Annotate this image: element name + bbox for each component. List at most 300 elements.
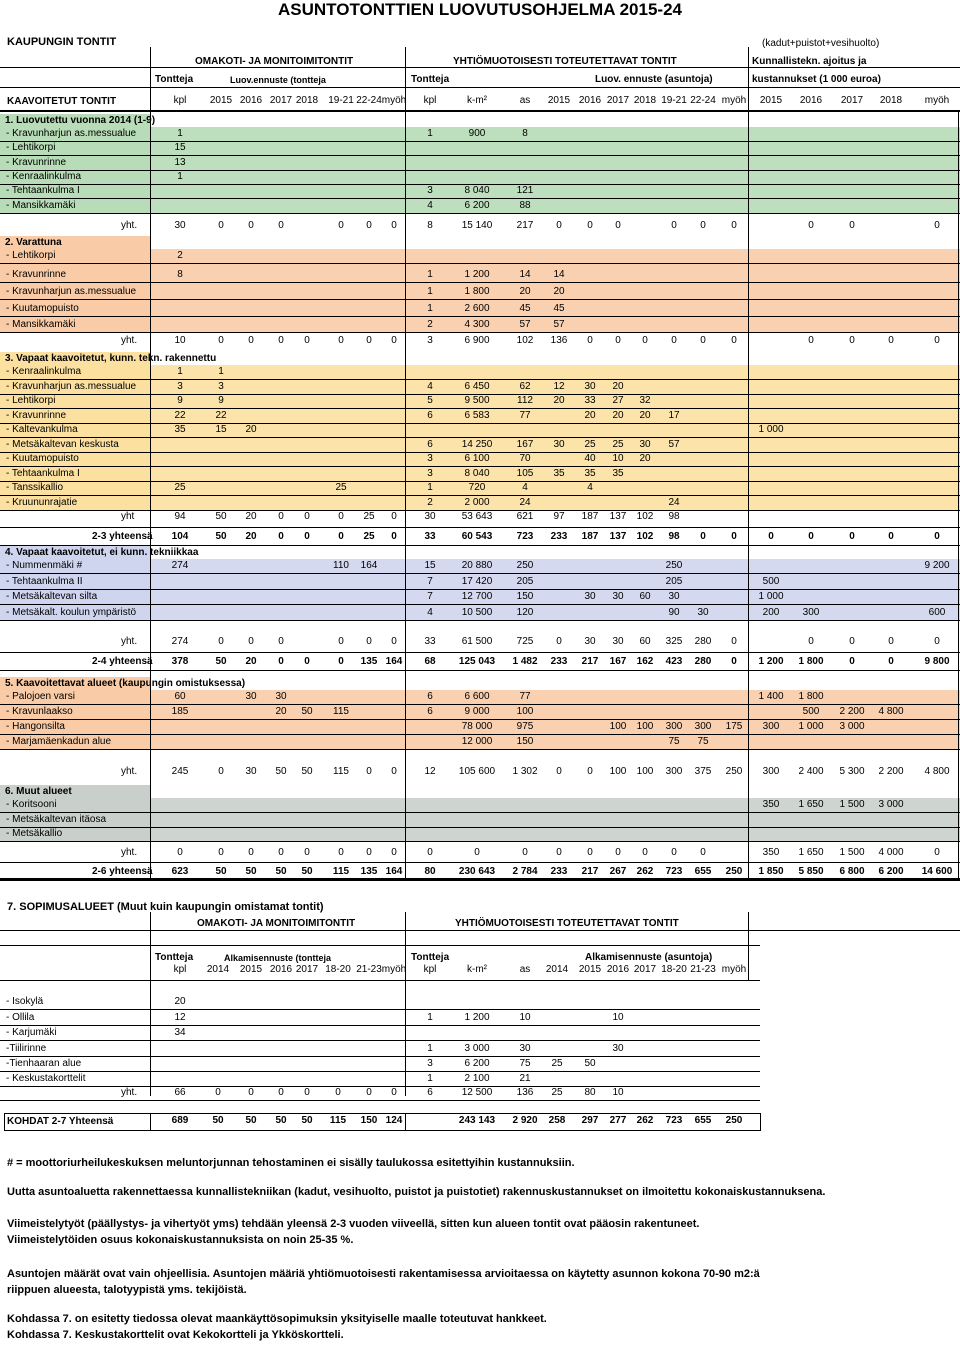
grand-total-label: KOHDAT 2-7 Yhteensä <box>7 1116 114 1127</box>
cell-value: 3 <box>427 185 433 197</box>
cell-value: 0 <box>338 656 344 667</box>
row-label: - Kuutamopuisto <box>6 453 79 464</box>
cell-value: 90 <box>668 606 680 618</box>
grid-line <box>0 1086 760 1087</box>
row-label: - Metsäkaltevan itäosa <box>6 813 107 825</box>
cell-value: myöh <box>721 964 747 975</box>
cell-value: 3 000 <box>839 721 865 732</box>
cell-value: 1 500 <box>839 799 865 810</box>
cell-value: 0 <box>849 220 855 231</box>
cell-value: 600 <box>928 606 946 618</box>
cell-value: 187 <box>581 511 599 522</box>
cell-value: as <box>519 95 531 106</box>
footnote: # = moottoriurheilukeskuksen meluntorjunnan tehostaminen ei sisälly taulukossa esitettyihin kustannuksiin. <box>7 1157 575 1169</box>
cell-value: 233 <box>550 866 568 877</box>
grid-line <box>0 620 960 621</box>
grid-line <box>0 110 960 112</box>
cell-value: 723 <box>516 531 534 542</box>
cell-value: 57 <box>553 319 565 330</box>
cell-value: 8 040 <box>464 467 490 479</box>
grid-line <box>0 1056 760 1057</box>
grid-line <box>0 749 960 750</box>
cell-value: 262 <box>636 866 654 877</box>
cell-value: 1 000 <box>758 424 784 435</box>
yhtiomuotoisesti-header: YHTIÖMUOTOISESTI TOTEUTETTAVAT TONTIT <box>453 56 677 67</box>
cell-value: 0 <box>304 511 310 522</box>
row-label: - Tanssikallio <box>6 482 64 493</box>
cell-value: 25 <box>335 482 347 493</box>
cell-value: 0 <box>366 220 372 231</box>
cell-value: 233 <box>550 531 568 542</box>
cell-value: kpl <box>173 95 187 106</box>
cell-value: 2015 <box>578 964 602 975</box>
cell-value: 1 000 <box>758 591 784 602</box>
cell-value: 3 <box>177 380 183 392</box>
footnote: Asuntojen määrät ovat vain ohjeellisia. Asuntojen määriä yhtiömuotoisesti rakentamisessa arvioitaessa on käytetty asunnon kokona 70-90 m2:ä <box>7 1268 760 1280</box>
cell-value: 120 <box>516 606 534 618</box>
cell-value: 4 <box>427 606 433 618</box>
cell-value: 78 000 <box>461 721 493 732</box>
cell-value: 75 <box>697 736 709 747</box>
cell-value: 655 <box>694 866 712 877</box>
cell-value: 0 <box>278 335 284 346</box>
cell-value: 4 800 <box>878 706 904 717</box>
total-label: yht. <box>121 636 138 647</box>
cell-value: 6 600 <box>464 691 490 702</box>
cell-value: 4 000 <box>878 847 904 858</box>
cell-value: 20 <box>275 706 287 717</box>
cell-value: 0 <box>338 636 344 647</box>
cell-value: 9 800 <box>924 656 950 667</box>
cell-value: 80 <box>584 1087 596 1098</box>
row-label: - Kruununrajatie <box>6 496 78 508</box>
cell-value: 125 043 <box>458 656 496 667</box>
cell-value: 6 <box>427 706 433 717</box>
cell-value: 6 450 <box>464 380 490 392</box>
cell-value: 115 <box>329 1115 347 1126</box>
cell-value: 164 <box>385 866 403 877</box>
cell-value: 50 <box>275 766 287 777</box>
cell-value: 27 <box>612 395 624 406</box>
cell-value: 19-21 <box>328 95 354 106</box>
cell-value: 50 <box>301 1115 313 1126</box>
row-label: - Lehtikorpi <box>6 142 56 154</box>
cell-value: 45 <box>553 303 565 314</box>
cell-value: 20 <box>519 286 531 297</box>
cell-value: 150 <box>360 1115 378 1126</box>
cell-value: 1 800 <box>464 286 490 297</box>
luov-ennuste-header-1: Luov.ennuste (tontteja <box>230 75 326 85</box>
grid-line <box>748 110 749 880</box>
cell-value: 100 <box>609 721 627 732</box>
cell-value: 250 <box>725 766 743 777</box>
grid-line <box>0 880 960 881</box>
cell-value: 0 <box>556 766 562 777</box>
cell-value: 10 <box>174 335 186 346</box>
cell-value: 0 <box>731 656 737 667</box>
grid-line <box>0 1025 760 1026</box>
grid-line <box>0 1009 760 1010</box>
cell-value: 105 600 <box>458 766 496 777</box>
cell-value: 15 140 <box>461 220 493 231</box>
row-label: - Nummenmäki # <box>6 560 83 571</box>
subtotal-label: 2-4 yhteensä <box>92 656 153 667</box>
cell-value: 0 <box>474 847 480 858</box>
s7-row-label: - Ollila <box>6 1012 35 1023</box>
cell-value: 88 <box>519 199 531 211</box>
cell-value: 723 <box>665 866 683 877</box>
cell-value: 98 <box>668 511 680 522</box>
cell-value: 280 <box>694 656 712 667</box>
cell-value: 0 <box>304 656 310 667</box>
cell-value: 167 <box>516 438 534 450</box>
cell-value: 277 <box>609 1115 627 1126</box>
cell-value: 0 <box>338 335 344 346</box>
cell-value: 0 <box>391 766 397 777</box>
row-label: - Metsäkaltevan keskusta <box>6 438 119 450</box>
grid-line <box>0 812 960 813</box>
s7-row-label: - Keskustakorttelit <box>6 1073 86 1084</box>
grid-line <box>0 1100 760 1101</box>
cell-value: 2 200 <box>839 706 865 717</box>
cell-value: 2016 <box>269 964 293 975</box>
cell-value: 0 <box>218 220 224 231</box>
grid-line <box>405 47 406 110</box>
cell-value: 0 <box>934 335 940 346</box>
cell-value: 185 <box>171 706 189 717</box>
cell-value: 0 <box>427 847 433 858</box>
cell-value: 97 <box>553 511 565 522</box>
cell-value: 100 <box>609 766 627 777</box>
cell-value: 0 <box>391 636 397 647</box>
cell-value: 0 <box>888 656 894 667</box>
cell-value: 77 <box>519 691 531 702</box>
cell-value: 4 <box>427 380 433 392</box>
grid-line <box>405 1113 406 1130</box>
cell-value: 35 <box>174 424 186 435</box>
cell-value: 689 <box>171 1115 189 1126</box>
cell-value: 200 <box>762 606 780 618</box>
cell-value: 0 <box>934 531 940 542</box>
luov-ennuste-header-2: Luov. ennuste (asuntoja) <box>595 74 713 85</box>
kaupungin-tontit-label: KAUPUNGIN TONTIT <box>7 36 117 48</box>
subtotal-label: 2-6 yhteensä <box>92 866 153 877</box>
row-label: - Mansikkamäki <box>6 319 76 330</box>
cell-value: 0 <box>556 220 562 231</box>
grid-line <box>150 110 151 880</box>
total-label: yht. <box>121 847 138 858</box>
cell-value: 0 <box>177 847 183 858</box>
cell-value: 0 <box>278 220 284 231</box>
cell-value: 2014 <box>206 964 230 975</box>
cell-value: 35 <box>553 467 565 479</box>
cell-value: 0 <box>248 847 254 858</box>
cell-value: 100 <box>636 766 654 777</box>
grid-line <box>150 912 151 1096</box>
row-label: - Kravunrinne <box>6 409 67 421</box>
cell-value: 175 <box>725 721 743 732</box>
cell-value: 50 <box>275 1115 287 1126</box>
cell-value: 0 <box>671 220 677 231</box>
cell-value: 0 <box>278 1087 284 1098</box>
cell-value: 25 <box>584 438 596 450</box>
cell-value: 6 <box>427 691 433 702</box>
total-label: yht <box>121 511 135 522</box>
cell-value: 30 <box>584 636 596 647</box>
s7-yhtio: YHTIÖMUOTOISESTI TOTEUTETTAVAT TONTIT <box>455 918 679 929</box>
cell-value: 10 500 <box>461 606 493 618</box>
cell-value: kpl <box>423 964 437 975</box>
row-label: - Kenraalinkulma <box>6 170 82 182</box>
cell-value: 167 <box>609 656 627 667</box>
row-label: - Lehtikorpi <box>6 395 56 406</box>
grid-line <box>0 670 960 671</box>
cell-value: 9 200 <box>924 560 950 571</box>
row-label: - Kravunlaakso <box>6 706 73 717</box>
cell-value: 6 <box>427 1087 433 1098</box>
cell-value: 2016 <box>606 964 630 975</box>
cell-value: 20 <box>245 656 257 667</box>
cell-value: 655 <box>694 1115 712 1126</box>
grid-line <box>0 945 760 946</box>
grid-line <box>0 652 960 653</box>
grid-line <box>0 980 760 981</box>
cell-value: 2 600 <box>464 303 490 314</box>
cell-value: 22-24 <box>690 95 716 106</box>
grid-line <box>748 912 749 980</box>
cell-value: 0 <box>218 636 224 647</box>
cell-value: 2017 <box>295 964 319 975</box>
grid-line <box>0 263 960 264</box>
cell-value: 0 <box>587 847 593 858</box>
cell-value: 0 <box>849 531 855 542</box>
cell-value: 25 <box>363 511 375 522</box>
cell-value: 2015 <box>547 95 571 106</box>
cell-value: 1 650 <box>798 847 824 858</box>
tontteja-header-2: Tontteja <box>411 74 450 85</box>
cell-value: 50 <box>212 1115 224 1126</box>
cell-value: 0 <box>278 636 284 647</box>
cell-value: 137 <box>609 531 627 542</box>
cell-value: 378 <box>171 656 189 667</box>
cell-value: 20 <box>553 286 565 297</box>
cell-value: 975 <box>516 721 534 732</box>
cell-value: 0 <box>366 847 372 858</box>
cell-value: 0 <box>391 220 397 231</box>
cell-value: 61 500 <box>461 636 493 647</box>
row-label: - Metsäkalt. koulun ympäristö <box>6 606 137 618</box>
section-band <box>150 249 748 332</box>
cell-value: 135 <box>360 656 378 667</box>
kustannukset-header: kustannukset (1 000 euroa) <box>752 74 881 85</box>
cell-value: 0 <box>615 847 621 858</box>
cell-value: 2 000 <box>464 496 490 508</box>
cell-value: 25 <box>174 482 186 493</box>
cell-value: 217 <box>516 220 534 231</box>
cell-value: 1 <box>427 286 433 297</box>
cell-value: 2 784 <box>512 866 538 877</box>
cell-value: 7 <box>427 575 433 587</box>
s7-alk-1: Alkamisennuste (tontteja <box>224 953 332 963</box>
cell-value: 267 <box>609 866 627 877</box>
cell-value: 2017 <box>633 964 657 975</box>
cell-value: 2017 <box>606 95 630 106</box>
row-label: - Kravunrinne <box>6 269 67 280</box>
cell-value: 1 <box>218 366 224 377</box>
cell-value: 4 <box>587 482 593 493</box>
row-label: - Metsäkaltevan silta <box>6 591 98 602</box>
cell-value: 6 900 <box>464 335 490 346</box>
cell-value: 33 <box>584 395 596 406</box>
cell-value: 7 <box>427 591 433 602</box>
cell-value: 4 300 <box>464 319 490 330</box>
cell-value: 0 <box>366 1087 372 1098</box>
cell-value: 70 <box>519 453 531 464</box>
cell-value: 300 <box>802 606 820 618</box>
cell-value: kpl <box>423 95 437 106</box>
cell-value: 6 200 <box>878 866 904 877</box>
cell-value: 150 <box>516 736 534 747</box>
cell-value: 3 <box>427 335 433 346</box>
cell-value: 250 <box>665 560 683 571</box>
cell-value: 0 <box>556 847 562 858</box>
cell-value: 9 <box>177 395 183 406</box>
cell-value: 2016 <box>578 95 602 106</box>
grid-line <box>0 827 960 828</box>
cell-value: 4 800 <box>924 766 950 777</box>
grid-line <box>0 67 960 68</box>
cell-value: 0 <box>556 636 562 647</box>
cell-value: 66 <box>174 1087 186 1098</box>
row-label: - Kravunrinne <box>6 156 67 168</box>
cell-value: 325 <box>665 636 683 647</box>
row-label: - Palojoen varsi <box>6 691 75 702</box>
grid-line <box>405 912 406 1096</box>
cell-value: 30 <box>245 766 257 777</box>
cell-value: 1 <box>427 128 433 139</box>
cell-value: 34 <box>174 1027 186 1038</box>
section-title: 2. Varattuna <box>5 237 62 248</box>
cell-value: 250 <box>725 866 743 877</box>
cell-value: 25 <box>551 1087 563 1098</box>
cell-value: 0 <box>366 636 372 647</box>
cell-value: 0 <box>304 1087 310 1098</box>
cell-value: 9 <box>218 395 224 406</box>
grid-line <box>150 1113 151 1130</box>
cell-value: 94 <box>174 511 186 522</box>
cell-value: 24 <box>668 496 680 508</box>
cell-value: 0 <box>888 636 894 647</box>
row-label: - Kenraalinkulma <box>6 366 82 377</box>
cell-value: 4 <box>522 482 528 493</box>
footnote: Kohdassa 7. Keskustakorttelit ovat Kekokortteli ja Ykköskortteli. <box>7 1329 344 1341</box>
cell-value: 1 <box>427 269 433 280</box>
cell-value: 30 <box>697 606 709 618</box>
cell-value: 100 <box>516 706 534 717</box>
cell-value: 2 <box>177 250 183 261</box>
cell-value: 104 <box>171 531 189 542</box>
cell-value: 621 <box>516 511 534 522</box>
footnote: Uutta asuntoaluetta rakennettaessa kunnallistekniikan (kadut, vesihuolto, puistot ja puistotiet) rakennuskustannukset on ilmoitettu kokonaiskustannuksena. <box>7 1186 826 1198</box>
cell-value: 50 <box>301 866 313 877</box>
cell-value: 217 <box>581 656 599 667</box>
cell-value: 12 <box>553 380 565 392</box>
cell-value: 0 <box>391 335 397 346</box>
cell-value: 205 <box>665 575 683 587</box>
cell-value: 25 <box>363 531 375 542</box>
cell-value: 6 800 <box>839 866 865 877</box>
row-label: - Kravunharjun as.messualue <box>6 128 137 139</box>
row-label: - Kaltevankulma <box>6 424 78 435</box>
cell-value: 0 <box>700 847 706 858</box>
cell-value: 1 <box>427 482 433 493</box>
cell-value: 17 420 <box>461 575 493 587</box>
cell-value: 98 <box>668 531 680 542</box>
cell-value: 60 <box>639 636 651 647</box>
cell-value: 0 <box>366 335 372 346</box>
cell-value: 80 <box>424 866 436 877</box>
section-title: 3. Vapaat kaavoitetut, kunn. tekn. rakennettu <box>5 353 217 364</box>
cell-value: 30 <box>584 380 596 392</box>
cell-value: 53 643 <box>461 511 493 522</box>
cell-value: 40 <box>584 453 596 464</box>
cell-value: 19-21 <box>661 95 687 106</box>
cell-value: 375 <box>694 766 712 777</box>
total-label: yht. <box>121 220 138 231</box>
grid-line <box>0 87 960 88</box>
omakoti-header: OMAKOTI- JA MONITOIMITONTIT <box>195 56 354 67</box>
cell-value: 30 <box>245 691 257 702</box>
grid-line <box>0 423 960 424</box>
cell-value: 3 000 <box>878 799 904 810</box>
cell-value: 8 <box>427 220 433 231</box>
cell-value: 32 <box>639 395 651 406</box>
s7-title: 7. SOPIMUSALUEET (Muut kuin kaupungin omistamat tontit) <box>7 901 324 913</box>
cell-value: 62 <box>519 380 531 392</box>
cell-value: 0 <box>218 335 224 346</box>
s7-omakoti: OMAKOTI- JA MONITOIMITONTIT <box>197 918 356 929</box>
cell-value: 0 <box>731 335 737 346</box>
cell-value: 9 500 <box>464 395 490 406</box>
grid-line <box>0 878 960 880</box>
cell-value: 187 <box>581 531 599 542</box>
cell-value: kpl <box>173 964 187 975</box>
cell-value: 0 <box>808 636 814 647</box>
row-label: - Tehtaankulma I <box>6 185 80 197</box>
cell-value: 60 543 <box>461 531 493 542</box>
cell-value: 35 <box>584 467 596 479</box>
cell-value: 1 200 <box>464 269 490 280</box>
kunnallistekn-note: (kadut+puistot+vesihuolto) <box>762 38 880 49</box>
grid-line <box>0 841 960 842</box>
grid-line <box>0 282 960 283</box>
cell-value: 0 <box>808 335 814 346</box>
grid-line <box>0 299 960 300</box>
cell-value: 20 <box>639 453 651 464</box>
s7-alk-2: Alkamisennuste (asuntoja) <box>585 952 713 963</box>
row-label: - Kuutamopuisto <box>6 303 79 314</box>
section-title: 5. Kaavoitettavat alueet (kaupungin omistuksessa) <box>5 678 246 689</box>
cell-value: 0 <box>934 220 940 231</box>
cell-value: 423 <box>665 656 683 667</box>
cell-value: 17 <box>668 409 680 421</box>
cell-value: 725 <box>516 636 534 647</box>
section-title: 1. Luovutettu vuonna 2014 (1-9) <box>5 115 156 126</box>
cell-value: 205 <box>516 575 534 587</box>
section-title: 6. Muut alueet <box>5 786 72 797</box>
cell-value: 8 <box>177 269 183 280</box>
cell-value: 297 <box>581 1115 599 1126</box>
